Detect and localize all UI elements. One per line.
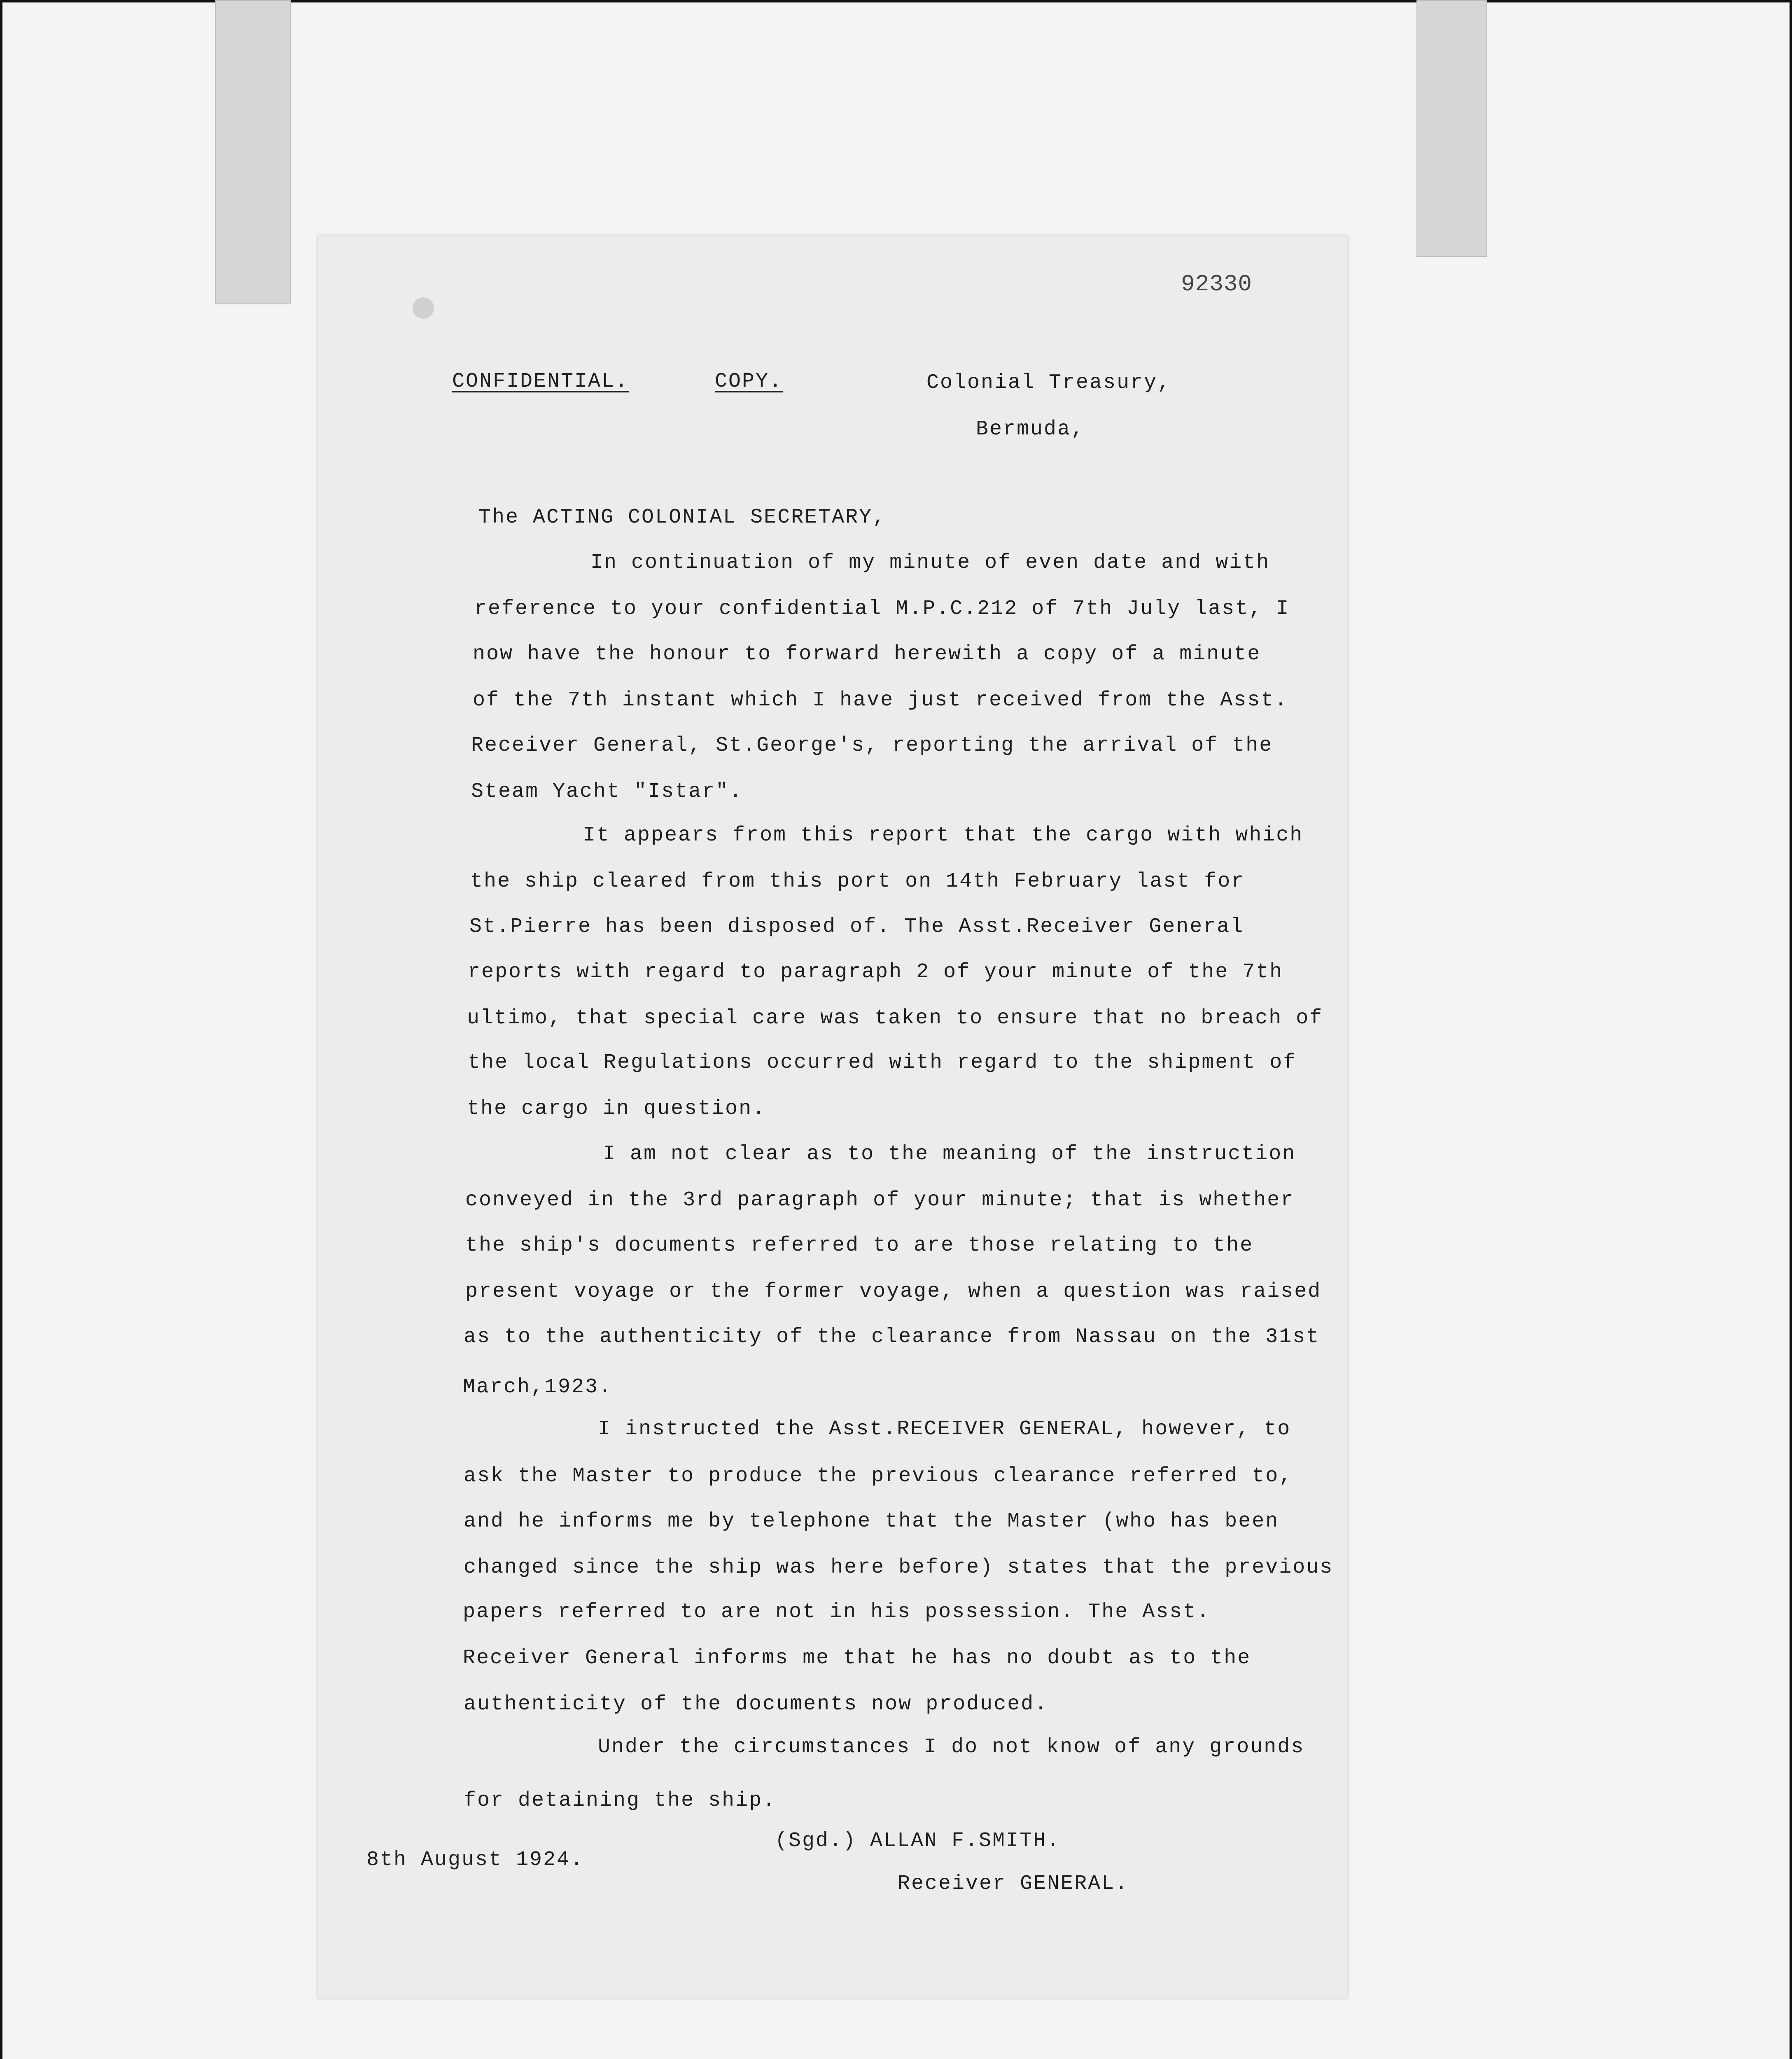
body-line: the ship's documents referred to are those relating to the: [465, 1234, 1254, 1257]
body-line: the ship cleared from this port on 14th February last for: [470, 870, 1245, 893]
body-line: changed since the ship was here before) states that the previous: [464, 1556, 1334, 1579]
addressee: The ACTING COLONIAL SECRETARY,: [478, 506, 887, 529]
body-line: Steam Yacht "Istar".: [471, 780, 743, 803]
body-line: now have the honour to forward herewith a copy of a minute: [473, 642, 1261, 666]
office-name: Colonial Treasury,: [926, 371, 1171, 395]
signature: (Sgd.) ALLAN F.SMITH.: [775, 1829, 1061, 1853]
body-line: as to the authenticity of the clearance from Nassau on the 31st: [464, 1325, 1320, 1349]
body-line: present voyage or the former voyage, when a question was raised: [465, 1280, 1322, 1303]
body-line: Receiver General informs me that he has no doubt as to the: [463, 1646, 1251, 1670]
body-line: reports with regard to paragraph 2 of your minute of the 7th: [468, 960, 1283, 984]
copy-heading: COPY.: [715, 370, 783, 393]
document-number: 92330: [1181, 271, 1253, 297]
signer-title: Receiver GENERAL.: [898, 1872, 1129, 1896]
tape-strip-top-right: [1416, 0, 1487, 257]
body-line: ultimo, that special care was taken to ensure that no breach of: [467, 1006, 1323, 1030]
body-line: It appears from this report that the cargo with which: [583, 824, 1304, 847]
body-line: authenticity of the documents now produced.: [464, 1692, 1048, 1716]
body-line: and he informs me by telephone that the Master (who has been: [464, 1510, 1279, 1533]
office-place: Bermuda,: [976, 418, 1085, 441]
body-line: ask the Master to produce the previous clearance referred to,: [464, 1464, 1293, 1488]
body-line: papers referred to are not in his possession. The Asst.: [463, 1600, 1211, 1624]
body-line: the cargo in question.: [467, 1097, 766, 1121]
confidential-heading: CONFIDENTIAL.: [452, 370, 629, 393]
body-line: for detaining the ship.: [464, 1789, 777, 1812]
body-line: In continuation of my minute of even date and with: [590, 551, 1270, 574]
punch-hole: [413, 297, 434, 319]
body-line: St.Pierre has been disposed of. The Asst.Receiver General: [469, 915, 1244, 938]
body-line: the local Regulations occurred with regard to the shipment of: [468, 1051, 1297, 1074]
body-line: March,1923.: [463, 1375, 613, 1399]
body-line: Receiver General, St.George's, reporting the arrival of the: [471, 734, 1273, 757]
tape-strip-top-left: [215, 0, 291, 304]
body-line: conveyed in the 3rd paragraph of your minute; that is whether: [465, 1188, 1295, 1212]
body-line: I am not clear as to the meaning of the instruction: [603, 1142, 1296, 1166]
body-line: I instructed the Asst.RECEIVER GENERAL, however, to: [598, 1417, 1291, 1441]
body-line: of the 7th instant which I have just received from the Asst.: [473, 689, 1288, 712]
letter-date: 8th August 1924.: [366, 1848, 584, 1872]
body-line: Under the circumstances I do not know of any grounds: [598, 1735, 1305, 1759]
body-line: reference to your confidential M.P.C.212 of 7th July last, I: [474, 597, 1290, 621]
